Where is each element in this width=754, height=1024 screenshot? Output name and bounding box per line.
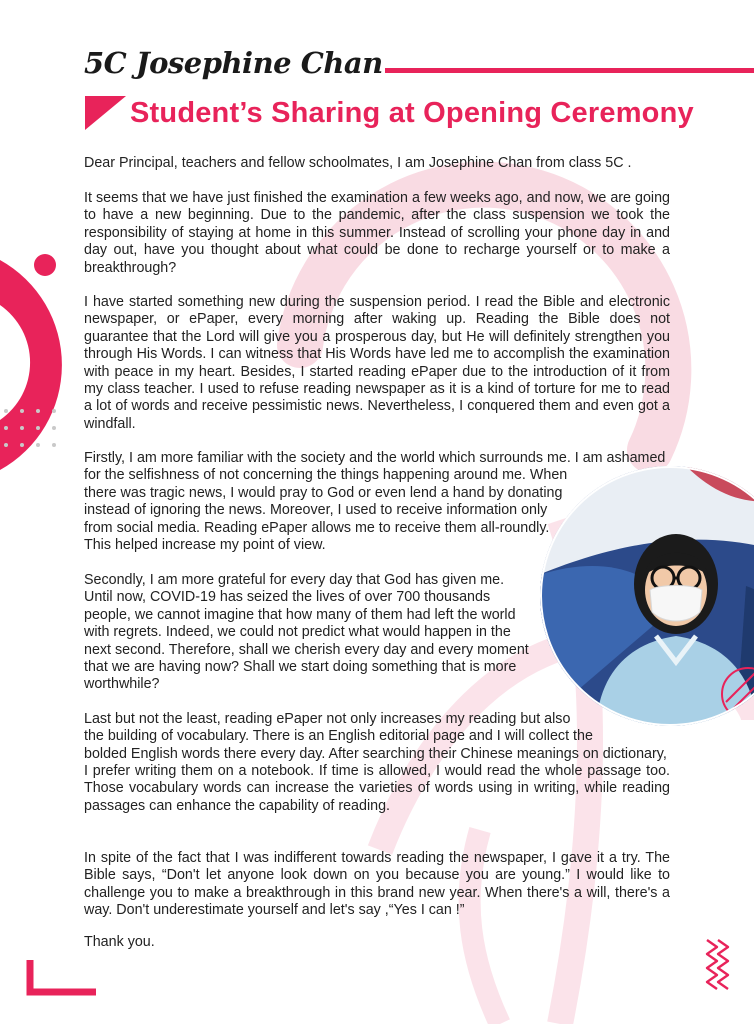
paragraph-3-line: Firstly, I am more familiar with the society and the world which surrounds me. I am ashamed	[84, 450, 666, 466]
zigzag-icon	[707, 940, 717, 989]
paragraph-4-line: that we are having now? Shall we start doing something that is more	[84, 659, 517, 676]
paragraph-3-line: This helped increase my point of view.	[84, 537, 326, 554]
corner-bracket-icon	[30, 960, 96, 992]
paragraph-3-line: from social media. Reading ePaper allows me to receive them all-roundly.	[84, 519, 550, 536]
paragraph-4-line: next second. Therefore, shall we cherish every day and every moment	[84, 641, 529, 658]
left-crescent	[0, 260, 62, 470]
paragraph-5-continued: I prefer writing them on a notebook. If time is allowed, I would read the whole passage too. Those vocabulary words can increase the varieties of words using in writing, while reading passages can enhance the capability of reading.	[84, 763, 670, 814]
paragraph-3-line: for the selfishness of not concerning the things happening around me. When	[84, 467, 568, 484]
paragraph-4-line: with regrets. Indeed, we could not predict what would happen in the	[84, 624, 511, 641]
paragraph-4-line: people, we cannot imagine that how many of them had left the world	[84, 606, 516, 623]
page-title: Student’s Sharing at Opening Ceremony	[130, 97, 694, 129]
paragraph-5-line: Last but not the least, reading ePaper not only increases my reading but also	[84, 711, 571, 727]
intro-paragraph: Dear Principal, teachers and fellow schoolmates, I am Josephine Chan from class 5C .	[84, 155, 632, 171]
paragraph-6: In spite of the fact that I was indifferent towards reading the newspaper, I gave it a try. The Bible says, “Don't let anyone look down on you because you are young.” I would like to challenge you to make a breakthrough in this brand new year. When there's a will, there's a way. Don't underestimate yourself and let's say ,“Yes I can !”	[84, 850, 670, 919]
corner-triangle-icon	[85, 96, 126, 130]
paragraph-3-line: there was tragic news, I would pray to God or even lend a hand by donating	[84, 484, 563, 501]
paragraph-4-line: Secondly, I am more grateful for every day that God has given me.	[84, 572, 505, 588]
paragraph-4-line: Until now, COVID-19 has seized the lives of over 700 thousands	[84, 589, 491, 606]
paragraph-5-line: the building of vocabulary. There is an English editorial page and I will collect the	[84, 728, 593, 745]
left-dot	[34, 254, 56, 276]
header-rule	[385, 68, 754, 73]
paragraph-2: I have started something new during the suspension period. I read the Bible and electronic newspaper, or ePaper, every morning after waking up. Reading the Bible does not guarantee that the Lord will give you a prosperous day, but He will definitely strengthen you through His Words. I can witness that His Words have led me to accomplish the examination with peace in my heart. Besides, I started reading ePaper due to the introduction of it from my class teacher. I used to refuse reading newspaper as it is a kind of torture for me to read a lot of words and receive pessimistic news. Nevertheless, I conquered them and even got a windfall.	[84, 294, 670, 432]
student-photo	[536, 466, 754, 726]
closing-line: Thank you.	[84, 934, 155, 950]
paragraph-3-line: instead of ignoring the news. Moreover, I used to receive information only	[84, 502, 548, 519]
author-name: 5C Josephine Chan	[84, 46, 383, 80]
paragraph-1: It seems that we have just finished the examination a few weeks ago, and now, we are going to have a new beginning. Due to the pandemic, after the class suspension we took the responsibility of staying at home in this summer. Instead of scrolling your phone day in and day out, have you thought about what could be done to recharge yourself or to make a breakthrough?	[84, 190, 670, 276]
paragraph-5-line: bolded English words there every day. After searching their Chinese meanings on dictionary,	[84, 745, 667, 762]
paragraph-4-line: worthwhile?	[84, 676, 160, 693]
paragraph-4	[84, 572, 529, 694]
